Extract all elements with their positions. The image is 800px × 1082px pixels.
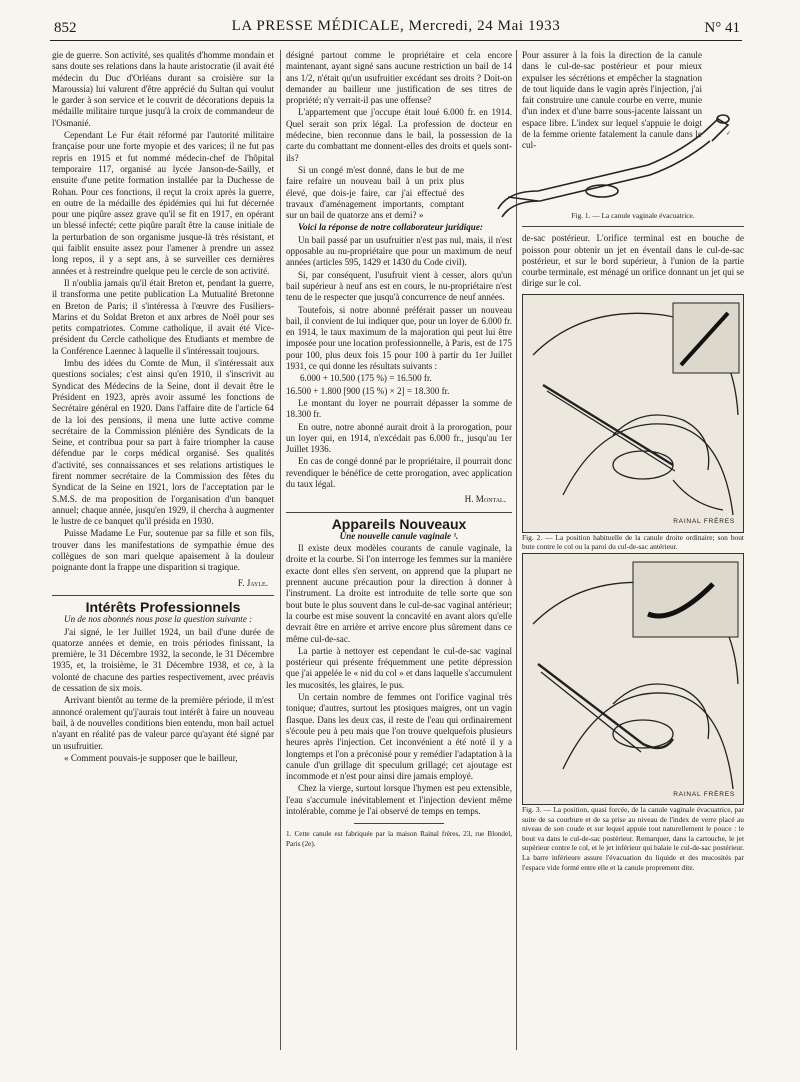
obituary-signature: F. Jayle.	[237, 577, 268, 588]
issue-number: N° 41	[704, 20, 740, 36]
question-paragraph: désigné partout comme le propriétaire et cela encore maintenant, ayant signé sans aucune restriction un bail de 14 ans 1/2, n'était qu'un usufruitier excédant ses droits ? Doit-on demander au bailleur une justification de ses titres de propriété; n'y verrait-il pas une offense?	[286, 50, 512, 106]
figure-3	[522, 553, 744, 805]
answer-paragraph: Le montant du loyer ne pourrait dépasser la somme de 18.300 fr.	[286, 397, 512, 420]
figure-3-illustration	[523, 554, 744, 804]
column-rule-left	[280, 50, 281, 1050]
obituary-paragraph: Imbu des idées du Comte de Mun, il s'intéressait aux questions sociales; c'est ainsi qu'en 1910, il s'inscrivit au Syndicat des Médecins de la Seine, dont il devait être le Président en 1923, après avoir assumé les fonctions de Secrétaire général en 1920. Dans l'affaire dite de l'article 64 de la loi des pensions, il mena une lutte active comme secrétaire de la Commission plénière des Syndicats de la Seine, et contribua pour sa part à faire triompher la cause défendue par le corps médical organisé. Ses qualités d'activité, ses connaissances et ses relations artistiques le firent nommer secrétaire de la Commission des fêtes du Syndicat de la Seine en 1921, lors de l'acceptation par le S.M.S. de ma proposition de l'organisation d'un banquet annuel; chaque année, jusqu'en 1929, il chercha à augmenter le lustre de ce banquet qu'il présida en 1930.	[52, 358, 274, 527]
footnote-rule	[354, 823, 444, 824]
obituary-paragraph: Cependant Le Fur était réformé par l'autorité militaire française pour une forte myopie et des varices; il ne fut pas repris en 1915 et fut nommé médecin-chef de l'hôpital temporaire 117, organisé au lycée Janson-de-Sailly, et ensuite d'une petite formation installée par la Duchesse de Rohan. Pour ces fonctions, il reçut la croix après la guerre, en outre de la médaille des épidémies qui lui fut décernée pour une piqûre assez grave qu'il se fit en 1917, en opérant un blessé infecté; cette piqûre paraît être la cause initiale de la perturbation de son organisme jusque-là très résistant, et qui faiblit ensuite assez pour l'amener à prendre un assez long repos, il y a sept ans, à se surveiller ces dernières années et à restreindre quelque peu le cercle de son activité.	[52, 130, 274, 276]
figure-2-caption: Fig. 2. — La position habituelle de la canule droite ordinaire; son bout bute contre le col ou la paroi du cul-de-sac antérieur.	[522, 532, 744, 552]
figure-1-space	[522, 153, 744, 211]
answer-paragraph: En outre, notre abonné aurait droit à la prorogation, pour un loyer qui, en 1914, n'excédait pas 6.000 fr., jusqu'au 1er Juillet 1936.	[286, 421, 512, 455]
answer-paragraph: Si, par conséquent, l'usufruit vient à cesser, alors qu'un bail supérieur à neuf ans est en cours, le nu-propriétaire n'est tenu de le respecter que jusqu'à concurrence de neuf années.	[286, 269, 512, 303]
figure-1-caption: Fig. 1. — La canule vaginale évacuatrice.	[571, 210, 695, 220]
article-paragraph: Pour assurer à la fois la direction de la canule dans le cul-de-sac postérieur et pour mieux expulser les sécrétions et empêcher la stagnation de tout liquide dans le vagin après l'injection, j'ai fait construire une canule courbe en verre, munie d'un index et d'une barre sous-jacente laissant un espace libre. L'index sur lequel s'appuie le doigt de la femme oriente fatalement la canule dans le cul-	[522, 50, 702, 151]
figure-2	[522, 294, 744, 533]
divider	[286, 512, 512, 513]
question-paragraph: Arrivant bientôt au terme de la première période, il m'est annoncé oralement qu'j'aurais tout intérêt à faire un nouveau bail, à de nouvelles conditions bien entendu, mon bail actuel n'ayant en réalité pas de valeur parce qu'ayant été signé par un usufruitier.	[52, 695, 274, 751]
question-paragraph: « Comment pouvais-je supposer que le bailleur,	[64, 752, 238, 763]
question-intro: Un de nos abonnés nous pose la question suivante :	[64, 614, 253, 625]
figure-3-maker: RAINAL FRÈRES	[673, 790, 735, 798]
page-header	[50, 18, 742, 41]
answer-intro: Voici la réponse de notre collaborateur juridique:	[298, 222, 483, 233]
answer-paragraph: En cas de congé donné par le propriétaire, il pourrait donc revendiquer le bénéfice de cette prorogation, avec application du taux légal.	[286, 456, 512, 489]
figure-2-illustration	[523, 295, 744, 532]
figure-3-caption: Fig. 3. — La position, quasi forcée, de la canule vaginale évacuatrice, par suite de sa courbure et de sa prise au niveau de l'index de verre placé au niveau de son coude et sur lequel appuie tout naturellement le pouce : le bout va dans le cul-de-sac postérieur. Remarquer, dans la cartouche, le jet supérieur contre le col, et le jet inférieur qui balaie le cul-de-sac postérieur. La barre inférieure assure l'évacuation du liquide et des mucosités par l'espace vide formé entre elle et la canule proprement dite.	[522, 804, 744, 872]
obituary-paragraph: Puisse Madame Le Fur, soutenue par sa fille et son fils, trouver dans les manifestations de sympathie émue des collègues de son mari quelque apaisement à la douleur poignante dont la frappe une disparition si tragique.	[52, 528, 274, 573]
divider	[52, 595, 274, 596]
article-paragraph: Il existe deux modèles courants de canule vaginale, la droite et la courbe. Si l'on interroge les femmes sur la manière exacte dont elles s'en servent, on apprend que la plupart ne prennent aucune précaution pour la direction à donner à l'instrument. La droite est introduite de telle sorte que son bout bute le plus souvent dans le cul-de-sac vaginal antérieur; la courbe est mise souvent la concavité en avant alors qu'elle devrait être en arrière et arrive encore plus sûrement dans ce même cul-de-sac.	[286, 543, 512, 644]
column-1	[52, 50, 274, 765]
page-number: 852	[54, 20, 77, 36]
calculation-line: 16.500 + 1.800 [900 (15 %) × 2] = 18.300 fr.	[286, 385, 450, 396]
answer-signature: H. Montal.	[464, 494, 506, 505]
figure-2-maker: RAINAL FRÈRES	[673, 518, 735, 526]
article-paragraph: La partie à nettoyer est cependant le cul-de-sac vaginal postérieur qui présente fréquemment une petite dépression que j'ai appelée le « nid du col » et dans laquelle s'accumulent les mucosités, les glaires, le pus.	[286, 645, 512, 690]
question-paragraph: J'ai signé, le 1er Juillet 1924, un bail d'une durée de quatorze années et demie, en trois périodes finissant, la première, le 31 Décembre 1932, la seconde, le 31 Décembre 1935, et, la troisième, le 31 Décembre 1938, et ce, à la volonté de chacune des parties respectivement, avec préavis de cessation de six mois.	[52, 626, 274, 694]
question-paragraph: L'appartement que j'occupe était loué 6.000 fr. en 1914. Quel serait son prix légal. La profession de docteur en médecine, bien reconnue dans le bail, la possession de la carte du combattant me donnent-elles des droits et quels sont-ils?	[286, 107, 512, 163]
calculation-line: 6.000 + 10.500 (175 %) = 16.500 fr.	[300, 373, 432, 384]
section-title-interets: Intérêts Professionnels	[85, 598, 241, 615]
article-subtitle: Une nouvelle canule vaginale ¹.	[339, 530, 459, 541]
article-paragraph: de-sac postérieur. L'orifice terminal est en bouche de poisson pour obtenir un jet en éventail dans le cul-de-sac postérieur, et sur le bord supérieur, à l'union de la partie courbe terminale, est ménagé un orifice donnant un jet qui se dirige sur le col.	[522, 233, 744, 289]
divider	[522, 226, 744, 227]
obituary-paragraph: gie de guerre. Son activité, ses qualités d'homme mondain et sans doute ses relations dans la haute aristocratie (il avait été médecin du Duc d'Orléans durant sa croisière sur la Maroussia) lui valurent d'être apprécié du Sultan qui voulut le garder à son service et le couvrit de décorations depuis la médaille militaire turque jusqu'à la croix de commandeur de l'Osmanié.	[52, 50, 274, 128]
column-3	[522, 50, 744, 873]
article-paragraph: Chez la vierge, surtout lorsque l'hymen est peu extensible, l'eau s'accumule inévitablement et l'injection devient même intolérable, comme je l'ai observé de temps en temps.	[286, 783, 512, 816]
question-paragraph: Si un congé m'est donné, dans le but de me faire refaire un nouveau bail à un prix plus élevé, que dois-je faire, car j'ai effectué des travaux d'aménagement importants, comptant sur un bail de quatorze ans et demi? »	[286, 164, 464, 221]
footnote: 1. Cette canule est fabriquée par la maison Rainal frères, 23, rue Blondel, Paris (2e).	[286, 830, 512, 848]
obituary-paragraph: Il n'oublia jamais qu'il était Breton et, pendant la guerre, il transforma une petite publication La Mutualité Bretonne en Breton de Paris; il s'intéressa à l'œuvre des Fusiliers-Marins et du Soldat Breton et aux arbres de Noël pour ses petits compatriotes. Comme catholique, il avait été Vice-président du Cercle catholique des Etudiants et membre de la Conférence Laennec à laquelle il s'intéressait toujours.	[52, 277, 274, 356]
answer-paragraph: Toutefois, si notre abonné préférait passer un nouveau bail, il convient de lui indiquer que, pour un loyer de 6.000 fr. en 1914, le taux maximum de la majoration qui peut lui être imposée pour une location professionnelle, à Paris, est de 175 pour 100, plus deux fois 15 pour 100 à partir du 1er Juillet 1931, ce qui donne les résultats suivants :	[286, 304, 512, 372]
section-title-appareils: Appareils Nouveaux	[331, 515, 467, 532]
journal-title: LA PRESSE MÉDICALE, Mercredi, 24 Mai 1933	[231, 18, 561, 34]
svg-text:✓: ✓	[726, 131, 732, 137]
answer-paragraph: Un bail passé par un usufruitier n'est pas nul, mais, il n'est opposable au nu-propriétaire que pour un maximum de neuf années (articles 595, 1429 et 1430 du Code civil).	[286, 234, 512, 268]
article-paragraph: Un certain nombre de femmes ont l'orifice vaginal très tonique; d'autres, surtout les ptosiques maigres, ont un vagin flasque. Dans les deux cas, il reste de l'eau qui ordinairement s'écoule peu à peu mais que l'on trouve quelquefois plusieurs heures après l'injection. Cet inconvénient a été noté il y a longtemps et l'on a préconisé pour y remédier l'adaptation à la canule d'un grillage dit speculum grillagé; cet ajoutage est incommode et n'est pour ainsi dire jamais employé.	[286, 692, 512, 782]
